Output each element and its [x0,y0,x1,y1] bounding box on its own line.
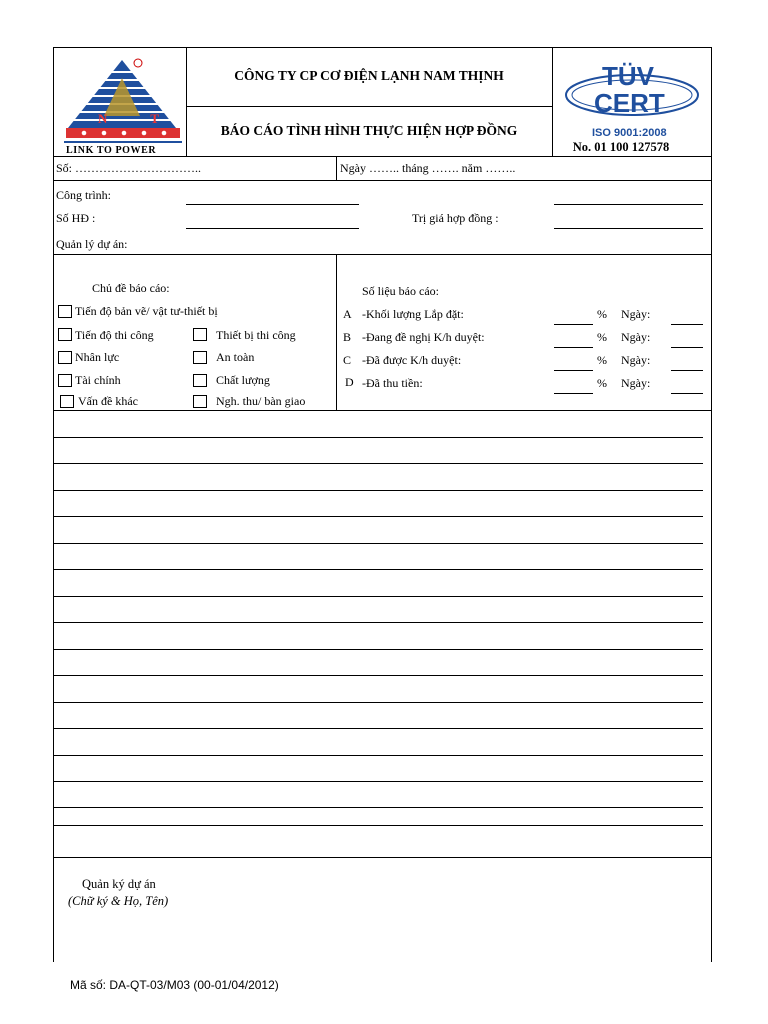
writing-line[interactable] [53,596,703,597]
writing-line[interactable] [53,463,703,464]
header-mid-line [186,106,552,107]
stats-pct-c: % [597,353,607,367]
checkbox-safety[interactable] [193,351,207,364]
topic-other-issues: Vấn đề khác [78,394,138,408]
logo-letters: N T [98,111,180,126]
writing-line[interactable] [53,543,703,544]
report-number: Số: ………………………….. [56,161,202,175]
project-field-right[interactable] [554,204,703,205]
writing-line[interactable] [53,516,703,517]
writing-line[interactable] [53,675,703,676]
checkbox-equipment[interactable] [193,328,207,341]
writing-line[interactable] [53,649,703,650]
stats-letter-b: B [343,330,352,344]
report-title: BÁO CÁO TÌNH HÌNH THỰC HIỆN HỢP ĐỒNG [220,123,518,138]
stats-day-field-b[interactable] [671,347,703,348]
stats-day-d: Ngày: [621,376,651,390]
info-top-line [53,180,712,181]
topic-safety: An toàn [216,350,255,364]
stats-day-field-c[interactable] [671,370,703,371]
writing-line[interactable] [53,622,703,623]
writing-line[interactable] [53,781,703,782]
company-name: CÔNG TY CP CƠ ĐIỆN LẠNH NAM THỊNH [234,68,504,83]
form-code: Mã số: DA-QT-03/M03 (00-01/04/2012) [70,978,279,992]
company-logo [60,52,184,156]
stats-field-c[interactable] [554,370,593,371]
writing-line[interactable] [53,437,703,438]
writing-line[interactable] [53,807,703,808]
tuv-cert-logo [562,60,702,140]
frame-top [53,47,712,48]
writing-line[interactable] [53,490,703,491]
section-bottom-line [53,410,712,411]
writing-line[interactable] [53,755,703,756]
stats-pct-b: % [597,330,607,344]
stats-day-c: Ngày: [621,353,651,367]
stats-letter-d: D [345,375,354,389]
checkbox-drawing-progress[interactable] [58,305,72,318]
topic-finance: Tài chính [75,373,121,387]
info-bottom-line [53,254,712,255]
stats-field-b[interactable] [554,347,593,348]
stats-label-d: -Đã thu tiền: [362,376,423,390]
stats-label-b: -Đang đề nghị K/h duyệt: [362,330,485,344]
contract-value-field[interactable] [554,228,703,229]
stats-day-field-a[interactable] [671,324,703,325]
topics-divider [336,254,337,410]
topic-equipment: Thiết bị thi công [216,328,296,342]
topic-manpower: Nhân lực [75,350,120,364]
stats-pct-a: % [597,307,607,321]
checkbox-other-issues[interactable] [60,395,74,408]
project-field[interactable] [186,204,359,205]
contract-value-label: Trị giá hợp đồng : [412,211,499,225]
writing-line[interactable] [53,728,703,729]
topic-quality: Chất lượng [216,373,270,387]
checkbox-quality[interactable] [193,374,207,387]
cert-logo-bottom: CERT [594,88,665,118]
checkbox-acceptance[interactable] [193,395,207,408]
header-divider-left [186,47,187,156]
cert-logo-top: TÜV [602,61,654,91]
stats-heading: Số liệu báo cáo: [362,284,439,298]
checkbox-construction-progress[interactable] [58,328,72,341]
checkbox-manpower[interactable] [58,351,72,364]
project-label: Công trình: [56,188,112,202]
stats-letter-c: C [343,353,352,367]
date-divider [336,156,337,180]
frame-right [711,47,712,962]
header-bottom-line [53,156,712,157]
report-date: Ngày …….. tháng ……. năm …….. [340,161,516,175]
project-manager-label: Quản lý dự án: [56,237,128,251]
contract-no-label: Số HĐ : [56,211,96,225]
topic-construction-progress: Tiến độ thi công [75,328,154,342]
writing-line[interactable] [53,825,703,826]
checkbox-finance[interactable] [58,374,72,387]
topic-drawing-progress: Tiến độ bản vẽ/ vật tư-thiết bị [75,304,218,318]
signature-role: Quản ký dự án [82,877,156,891]
writing-line[interactable] [53,569,703,570]
topics-heading: Chủ đề báo cáo: [92,281,170,295]
stats-label-a: -Khối lượng Lắp đặt: [362,307,464,321]
cert-iso: ISO 9001:2008 [592,127,667,139]
signature-note: (Chữ ký & Họ, Tên) [68,894,169,908]
stats-day-field-d[interactable] [671,393,703,394]
stats-day-a: Ngày: [621,307,651,321]
logo-tagline: LINK TO POWER [66,145,157,156]
signature-top-line [53,857,712,858]
contract-no-field[interactable] [186,228,359,229]
stats-field-a[interactable] [554,324,593,325]
stats-letter-a: A [343,307,352,321]
stats-label-c: -Đã được K/h duyệt: [362,353,462,367]
stats-day-b: Ngày: [621,330,651,344]
stats-field-d[interactable] [554,393,593,394]
writing-line[interactable] [53,702,703,703]
topic-acceptance: Ngh. thu/ bàn giao [216,394,306,408]
stats-pct-d: % [597,376,607,390]
cert-number: No. 01 100 127578 [572,140,670,154]
